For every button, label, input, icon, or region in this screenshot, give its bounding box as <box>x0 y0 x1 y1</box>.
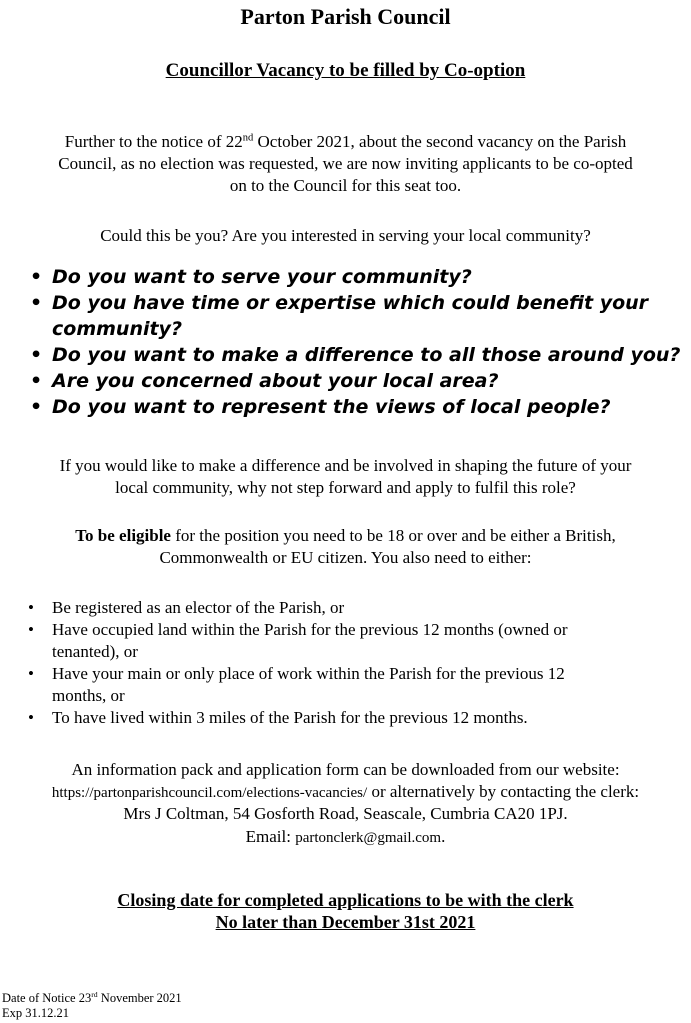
eligibility-line-2: Commonwealth or EU citizen. You also need to either: <box>159 548 532 567</box>
list-item: • Do you want to make a difference to all those around you? <box>30 342 680 368</box>
list-item-text: tenanted), or <box>52 642 138 661</box>
ordinal-suffix: nd <box>242 132 254 144</box>
intro-line-3: on to the Council for this seat too. <box>229 176 462 195</box>
list-item: • Are you concerned about your local area? <box>30 368 680 394</box>
list-item: • To have lived within 3 miles of the Parish for the previous 12 months. <box>28 707 568 729</box>
list-item-text: months, or <box>52 686 125 705</box>
ordinal-suffix: rd <box>91 989 98 999</box>
closing-line-1: Closing date for completed applications to be with the clerk <box>117 890 574 910</box>
info-line-1: An information pack and application form can be downloaded from our website: <box>71 760 620 779</box>
list-item <box>28 619 568 663</box>
notice-text: November 2021 <box>97 991 182 1005</box>
email-end: . <box>441 827 446 846</box>
list-item: • Do you want to serve your community? <box>30 264 680 290</box>
list-item-text: Have occupied land within the Parish for the previous 12 months (owned or <box>52 620 568 639</box>
list-item <box>28 663 568 707</box>
eligibility-line-1 <box>0 525 691 547</box>
page-subtitle: Councillor Vacancy to be filled by Co-option <box>165 60 526 81</box>
step-forward-line-2: local community, why not step forward and apply to fulfil this role? <box>115 478 576 497</box>
question-line: Could this be you? Are you interested in serving your local community? <box>100 226 591 245</box>
list-item <box>30 290 680 342</box>
email-label: Email: <box>245 827 296 846</box>
page-title: Parton Parish Council <box>240 4 451 29</box>
requirements-list <box>28 597 568 729</box>
list-item: • Be registered as an elector of the Parish, or <box>28 597 568 619</box>
info-line-4 <box>0 826 691 849</box>
info-line-3: Mrs J Coltman, 54 Gosforth Road, Seascale, Cumbria CA20 1PJ. <box>123 804 568 823</box>
expiry-date: Exp 31.12.21 <box>2 1006 70 1020</box>
questions-list <box>30 264 680 420</box>
list-item-text: Do you have time or expertise which could benefit your <box>52 292 649 314</box>
notice-date <box>2 991 182 1006</box>
intro-line-1 <box>0 131 691 153</box>
list-item-text: Have your main or only place of work within the Parish for the previous 12 <box>52 664 565 683</box>
list-item-text: community? <box>52 318 182 340</box>
intro-text: October 2021, about the second vacancy on the Parish <box>253 132 627 151</box>
website-link[interactable]: https://partonparishcouncil.com/elections-vacancies/ <box>51 785 368 801</box>
email-link[interactable]: partonclerk@gmail.com <box>295 830 442 846</box>
list-item: • Do you want to represent the views of local people? <box>30 394 680 420</box>
intro-text: Further to the notice of 22 <box>64 132 243 151</box>
eligibility-text: for the position you need to be 18 or over and be either a British, <box>170 526 616 545</box>
info-line-2 <box>0 781 691 804</box>
notice-text: Date of Notice 23 <box>2 991 92 1005</box>
step-forward-line-1: If you would like to make a difference and be involved in shaping the future of your <box>59 456 632 475</box>
intro-line-2: Council, as no election was requested, we are now inviting applicants to be co-opted <box>58 154 633 173</box>
closing-line-2: No later than December 31st 2021 <box>215 912 476 932</box>
info-text: or alternatively by contacting the clerk: <box>367 782 640 801</box>
eligibility-heading: To be eligible <box>75 526 171 545</box>
